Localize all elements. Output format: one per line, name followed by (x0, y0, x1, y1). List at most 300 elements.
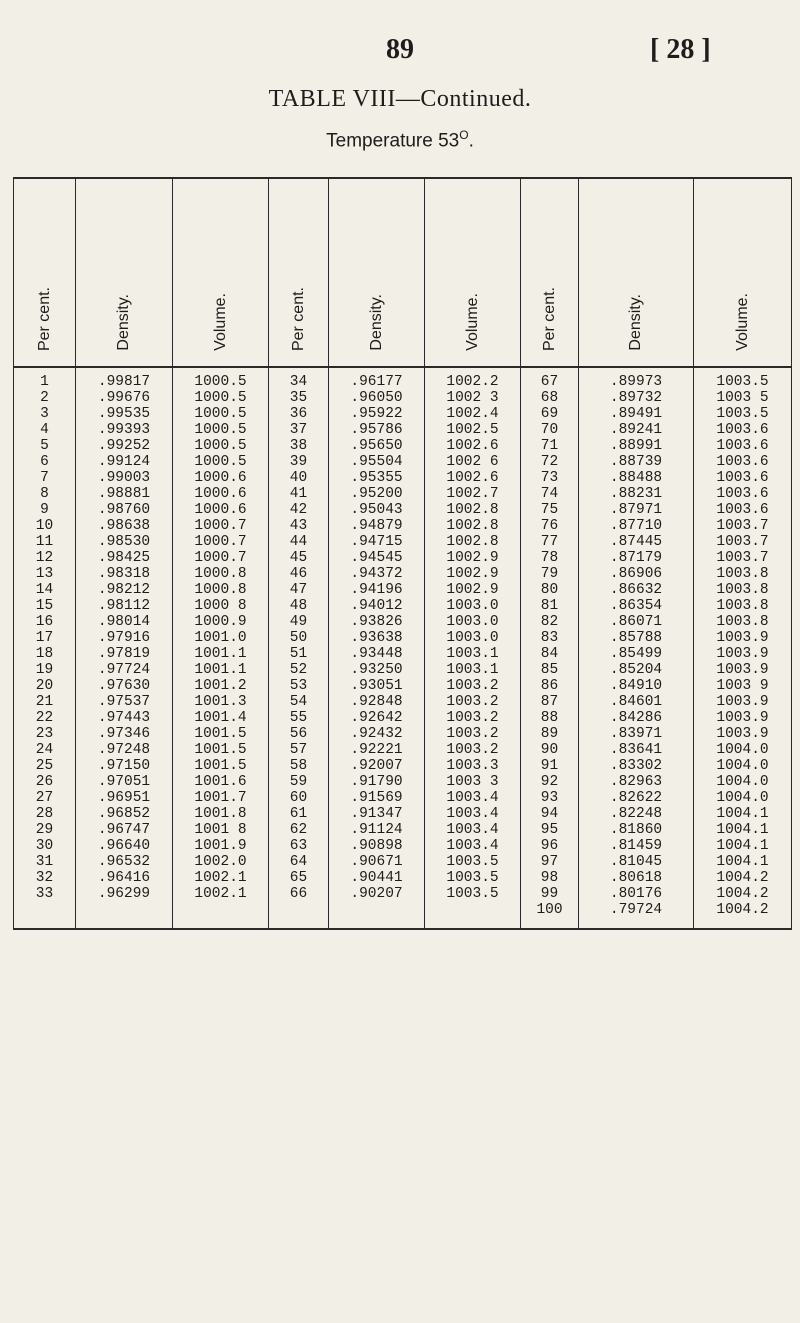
table-row (14, 486, 792, 502)
table-row (14, 390, 792, 406)
table-cell: 18 (14, 646, 76, 662)
table-cell: 75 (521, 502, 579, 518)
table-cell: 41 (269, 486, 329, 502)
table-cell: 60 (269, 790, 329, 806)
table-cell: .94545 (329, 550, 425, 566)
table-cell (269, 902, 329, 929)
table-cell: .92007 (329, 758, 425, 774)
table-cell: 13 (14, 566, 76, 582)
column-header-label: Density. (367, 294, 385, 351)
table-cell: 1003.5 (425, 854, 521, 870)
column-header (269, 178, 329, 367)
table-cell: 25 (14, 758, 76, 774)
table-cell: 1002.8 (425, 502, 521, 518)
table-cell: 12 (14, 550, 76, 566)
table-cell: 1003 3 (425, 774, 521, 790)
table-cell: 1003.6 (694, 438, 792, 454)
table-cell: .96747 (76, 822, 173, 838)
table-cell: .91569 (329, 790, 425, 806)
table-cell: 1002.1 (173, 870, 269, 886)
table-cell: 1002.6 (425, 470, 521, 486)
table-cell: .82622 (579, 790, 694, 806)
table-cell: 73 (521, 470, 579, 486)
table-cell: 1002.9 (425, 566, 521, 582)
table-cell: 39 (269, 454, 329, 470)
table-row (14, 694, 792, 710)
table-cell: 6 (14, 454, 76, 470)
density-table (13, 177, 792, 930)
table-cell: 1000.7 (173, 518, 269, 534)
table-cell: 1003.7 (694, 534, 792, 550)
table-cell: 33 (14, 886, 76, 902)
table-row (14, 646, 792, 662)
table-cell: .80618 (579, 870, 694, 886)
table-cell: .98318 (76, 566, 173, 582)
table-cell: 35 (269, 390, 329, 406)
table-cell: .98014 (76, 614, 173, 630)
table-cell: 48 (269, 598, 329, 614)
table-cell: 27 (14, 790, 76, 806)
table-cell: 2 (14, 390, 76, 406)
table-cell: 9 (14, 502, 76, 518)
table-cell: 1003.3 (425, 758, 521, 774)
table-row (14, 726, 792, 742)
table-cell: .97537 (76, 694, 173, 710)
table-cell: 1004.0 (694, 790, 792, 806)
table-cell: 91 (521, 758, 579, 774)
table-cell: 82 (521, 614, 579, 630)
table-cell: 71 (521, 438, 579, 454)
table-cell: 74 (521, 486, 579, 502)
table-cell: 1003.2 (425, 678, 521, 694)
table-cell: .97724 (76, 662, 173, 678)
table-cell: .99252 (76, 438, 173, 454)
table-cell: 1001.8 (173, 806, 269, 822)
table-cell: 59 (269, 774, 329, 790)
table-cell: .80176 (579, 886, 694, 902)
table-cell: 80 (521, 582, 579, 598)
subtitle-end: . (468, 130, 474, 152)
table-cell: 10 (14, 518, 76, 534)
table-row (14, 742, 792, 758)
table-cell: 1002.1 (173, 886, 269, 902)
table-cell: 1000.5 (173, 367, 269, 390)
table-cell: .97150 (76, 758, 173, 774)
table-row (14, 367, 792, 390)
table-cell: 14 (14, 582, 76, 598)
table-cell: 1003.6 (694, 470, 792, 486)
table-cell: 1003.1 (425, 662, 521, 678)
table-cell: 23 (14, 726, 76, 742)
table-cell: 69 (521, 406, 579, 422)
table-cell: .86071 (579, 614, 694, 630)
table-row (14, 438, 792, 454)
table-cell: .81045 (579, 854, 694, 870)
table-cell: .86632 (579, 582, 694, 598)
table-cell: 1003.8 (694, 598, 792, 614)
column-header-label: Volume. (463, 293, 481, 351)
column-header (76, 178, 173, 367)
table-cell: 1003.5 (694, 367, 792, 390)
table-cell: .95200 (329, 486, 425, 502)
page-number: 89 (386, 34, 414, 65)
table-cell: 1001.0 (173, 630, 269, 646)
table-cell: .96640 (76, 838, 173, 854)
column-header-label: Volume. (733, 293, 751, 351)
table-cell: 54 (269, 694, 329, 710)
table-cell: 1003.9 (694, 630, 792, 646)
table-cell: .99535 (76, 406, 173, 422)
table-cell: 1003.6 (694, 454, 792, 470)
table-cell: 90 (521, 742, 579, 758)
table-cell: .95504 (329, 454, 425, 470)
table-cell: 63 (269, 838, 329, 854)
table-cell: .95043 (329, 502, 425, 518)
table-cell: 93 (521, 790, 579, 806)
table-cell: .82248 (579, 806, 694, 822)
table-cell: 11 (14, 534, 76, 550)
table-cell: .93448 (329, 646, 425, 662)
table-cell: 1003.8 (694, 566, 792, 582)
table-cell: 1003.9 (694, 646, 792, 662)
temperature-label: Temperature 53 (326, 130, 460, 152)
table-cell: .85788 (579, 630, 694, 646)
column-header (694, 178, 792, 367)
table-cell: 86 (521, 678, 579, 694)
table-cell: 31 (14, 854, 76, 870)
table-row (14, 774, 792, 790)
table-cell: 1 (14, 367, 76, 390)
table-cell: 1002.9 (425, 550, 521, 566)
table-cell: 1003.4 (425, 838, 521, 854)
table-row (14, 822, 792, 838)
table-cell: 67 (521, 367, 579, 390)
table-cell: .99817 (76, 367, 173, 390)
table-cell: .96532 (76, 854, 173, 870)
table-cell: 94 (521, 806, 579, 822)
table-cell: 16 (14, 614, 76, 630)
table-cell: .99124 (76, 454, 173, 470)
column-header-label: Density. (115, 294, 132, 351)
table-cell: 1003.9 (694, 710, 792, 726)
table-cell: 70 (521, 422, 579, 438)
table-cell: 1003.7 (694, 518, 792, 534)
table-cell: .93051 (329, 678, 425, 694)
table-cell: .90441 (329, 870, 425, 886)
table-cell: .95650 (329, 438, 425, 454)
table-cell: .96177 (329, 367, 425, 390)
table-cell: 1003.7 (694, 550, 792, 566)
table-cell: 83 (521, 630, 579, 646)
table-cell: 1004.2 (694, 870, 792, 886)
table-row (14, 406, 792, 422)
table-cell: .96050 (329, 390, 425, 406)
table-cell: 30 (14, 838, 76, 854)
table-cell: .90207 (329, 886, 425, 902)
table-cell: 98 (521, 870, 579, 886)
table-cell: 1003.2 (425, 726, 521, 742)
table-cell: 1003.1 (425, 646, 521, 662)
table-cell: 3 (14, 406, 76, 422)
table-cell: .89732 (579, 390, 694, 406)
table-row (14, 534, 792, 550)
table-cell: .94012 (329, 598, 425, 614)
table-cell: 1003.4 (425, 806, 521, 822)
table-body (14, 367, 792, 929)
table-cell: .96299 (76, 886, 173, 902)
table-cell: 68 (521, 390, 579, 406)
table-cell: 1003 5 (694, 390, 792, 406)
table-cell: 1003.6 (694, 422, 792, 438)
table-cell: .88991 (579, 438, 694, 454)
table-cell: .95355 (329, 470, 425, 486)
table-cell: 51 (269, 646, 329, 662)
table-cell: 42 (269, 502, 329, 518)
table-cell: .88231 (579, 486, 694, 502)
table-cell: 1000 8 (173, 598, 269, 614)
table-cell: 1001.5 (173, 726, 269, 742)
table-cell: 66 (269, 886, 329, 902)
table-cell: .91347 (329, 806, 425, 822)
table-cell: .84286 (579, 710, 694, 726)
table-cell: .94879 (329, 518, 425, 534)
table-cell: .97248 (76, 742, 173, 758)
table-cell: 1001.7 (173, 790, 269, 806)
table-cell: 72 (521, 454, 579, 470)
table-cell (76, 902, 173, 929)
table-cell: 1003.5 (425, 870, 521, 886)
column-header-label: Density. (627, 294, 644, 351)
table-cell: 1003.5 (425, 886, 521, 902)
table-cell: 1000.7 (173, 534, 269, 550)
table-cell: 29 (14, 822, 76, 838)
table-cell: 58 (269, 758, 329, 774)
table-cell: .92221 (329, 742, 425, 758)
table-cell: 7 (14, 470, 76, 486)
column-header (521, 178, 579, 367)
table-cell: .94196 (329, 582, 425, 598)
table-cell: .87710 (579, 518, 694, 534)
table-cell: .90671 (329, 854, 425, 870)
table-cell: 32 (14, 870, 76, 886)
table-cell: 44 (269, 534, 329, 550)
table-cell: .92432 (329, 726, 425, 742)
table-cell: 1003.9 (694, 694, 792, 710)
table-cell: .93250 (329, 662, 425, 678)
table-cell: 1003.6 (694, 486, 792, 502)
table-cell: 1001 8 (173, 822, 269, 838)
table-cell: .97346 (76, 726, 173, 742)
table-cell: 1000.6 (173, 470, 269, 486)
table-cell: 81 (521, 598, 579, 614)
table-row (14, 582, 792, 598)
table-cell: 78 (521, 550, 579, 566)
table-cell: 1003.5 (694, 406, 792, 422)
table-cell: 1004.1 (694, 806, 792, 822)
table-cell: 1003.0 (425, 630, 521, 646)
table-cell: 24 (14, 742, 76, 758)
table-cell: .98530 (76, 534, 173, 550)
table-cell: .79724 (579, 902, 694, 929)
table-cell: .86906 (579, 566, 694, 582)
table-row (14, 710, 792, 726)
table-cell: 1002 3 (425, 390, 521, 406)
table-cell: 1004.1 (694, 854, 792, 870)
table-cell: .93826 (329, 614, 425, 630)
table-cell: 49 (269, 614, 329, 630)
table-cell: 1003.0 (425, 598, 521, 614)
table-cell: 1003.4 (425, 822, 521, 838)
table-cell: 1004.0 (694, 774, 792, 790)
table-cell: 84 (521, 646, 579, 662)
column-header-label: Per cent. (540, 286, 558, 351)
table-cell: 1003.4 (425, 790, 521, 806)
table-cell: .85499 (579, 646, 694, 662)
table-cell: 50 (269, 630, 329, 646)
table-cell: 1001.1 (173, 646, 269, 662)
table-cell: .89241 (579, 422, 694, 438)
table-cell: 96 (521, 838, 579, 854)
table-cell: 36 (269, 406, 329, 422)
table-cell: 1002.5 (425, 422, 521, 438)
table-cell: .95922 (329, 406, 425, 422)
table-cell: 1002.9 (425, 582, 521, 598)
table-cell: .98112 (76, 598, 173, 614)
table-cell: 88 (521, 710, 579, 726)
table-row (14, 806, 792, 822)
table-cell: .98638 (76, 518, 173, 534)
table-cell: 1001.4 (173, 710, 269, 726)
table-cell: 1002.2 (425, 367, 521, 390)
table-cell: .88739 (579, 454, 694, 470)
table-cell: 1000.9 (173, 614, 269, 630)
degree-sign: O (459, 128, 469, 142)
table-cell: .82963 (579, 774, 694, 790)
table-cell: 77 (521, 534, 579, 550)
table-cell: 92 (521, 774, 579, 790)
table-cell: 1000.7 (173, 550, 269, 566)
table-cell: 1003.0 (425, 614, 521, 630)
table-cell: 99 (521, 886, 579, 902)
table-cell: 15 (14, 598, 76, 614)
table-cell: 1001.5 (173, 742, 269, 758)
table-cell: 5 (14, 438, 76, 454)
table-cell: .94715 (329, 534, 425, 550)
table-cell: .90898 (329, 838, 425, 854)
table-cell: 46 (269, 566, 329, 582)
table-cell: 1002.7 (425, 486, 521, 502)
table-cell (173, 902, 269, 929)
column-header (173, 178, 269, 367)
table-row (14, 758, 792, 774)
table-cell: .99676 (76, 390, 173, 406)
column-header (579, 178, 694, 367)
table-row (14, 518, 792, 534)
table-cell: .98760 (76, 502, 173, 518)
table-cell: .91790 (329, 774, 425, 790)
table-cell: .98212 (76, 582, 173, 598)
table-cell: .97051 (76, 774, 173, 790)
table-row (14, 902, 792, 929)
table-row (14, 470, 792, 486)
table-row (14, 502, 792, 518)
table-row (14, 838, 792, 854)
table-cell: 43 (269, 518, 329, 534)
table-cell: 95 (521, 822, 579, 838)
table-cell: 61 (269, 806, 329, 822)
table-cell: 53 (269, 678, 329, 694)
table-cell: .84601 (579, 694, 694, 710)
table-cell: 1003.9 (694, 726, 792, 742)
table-cell: 22 (14, 710, 76, 726)
table-cell: .93638 (329, 630, 425, 646)
table-cell: .96951 (76, 790, 173, 806)
table-cell: 21 (14, 694, 76, 710)
table-cell: .88488 (579, 470, 694, 486)
table-cell: 97 (521, 854, 579, 870)
table-cell: 1000.8 (173, 582, 269, 598)
table-cell: 85 (521, 662, 579, 678)
table-row (14, 614, 792, 630)
table-cell: .83971 (579, 726, 694, 742)
table-cell (425, 902, 521, 929)
table-cell: 1003.6 (694, 502, 792, 518)
table-row (14, 854, 792, 870)
table-cell: 1004.0 (694, 742, 792, 758)
table-cell: .87445 (579, 534, 694, 550)
table-cell: 1004.0 (694, 758, 792, 774)
table-cell: .89973 (579, 367, 694, 390)
table-cell: .85204 (579, 662, 694, 678)
column-header-label: Per cent. (289, 286, 307, 351)
table-cell: .98881 (76, 486, 173, 502)
table-cell: 1001.3 (173, 694, 269, 710)
table-cell: .83302 (579, 758, 694, 774)
table-cell: 17 (14, 630, 76, 646)
table-cell: 1003.8 (694, 582, 792, 598)
table-cell: 52 (269, 662, 329, 678)
table-cell: 100 (521, 902, 579, 929)
table-cell: .87971 (579, 502, 694, 518)
column-header-label: Per cent. (35, 286, 53, 351)
table-cell: 26 (14, 774, 76, 790)
table-cell: 45 (269, 550, 329, 566)
table-cell: 1000.5 (173, 438, 269, 454)
table-cell: 1001.1 (173, 662, 269, 678)
table-cell: 1001.5 (173, 758, 269, 774)
page-header (0, 34, 800, 74)
column-header-label: Volume. (211, 293, 229, 351)
table-cell: .84910 (579, 678, 694, 694)
table-cell: 37 (269, 422, 329, 438)
table-cell: .89491 (579, 406, 694, 422)
table-cell: 1004.2 (694, 902, 792, 929)
table-cell: .87179 (579, 550, 694, 566)
table-cell: 1004.1 (694, 822, 792, 838)
table-cell: 1003.8 (694, 614, 792, 630)
table-cell: 1003.9 (694, 662, 792, 678)
table-cell: 40 (269, 470, 329, 486)
table-cell: .97630 (76, 678, 173, 694)
table-cell: 89 (521, 726, 579, 742)
table-row (14, 598, 792, 614)
table-cell: .81860 (579, 822, 694, 838)
table-cell: 1002.8 (425, 534, 521, 550)
table-cell: .96416 (76, 870, 173, 886)
table-cell: .96852 (76, 806, 173, 822)
table-cell: 1002.0 (173, 854, 269, 870)
table-cell: 1003.2 (425, 710, 521, 726)
